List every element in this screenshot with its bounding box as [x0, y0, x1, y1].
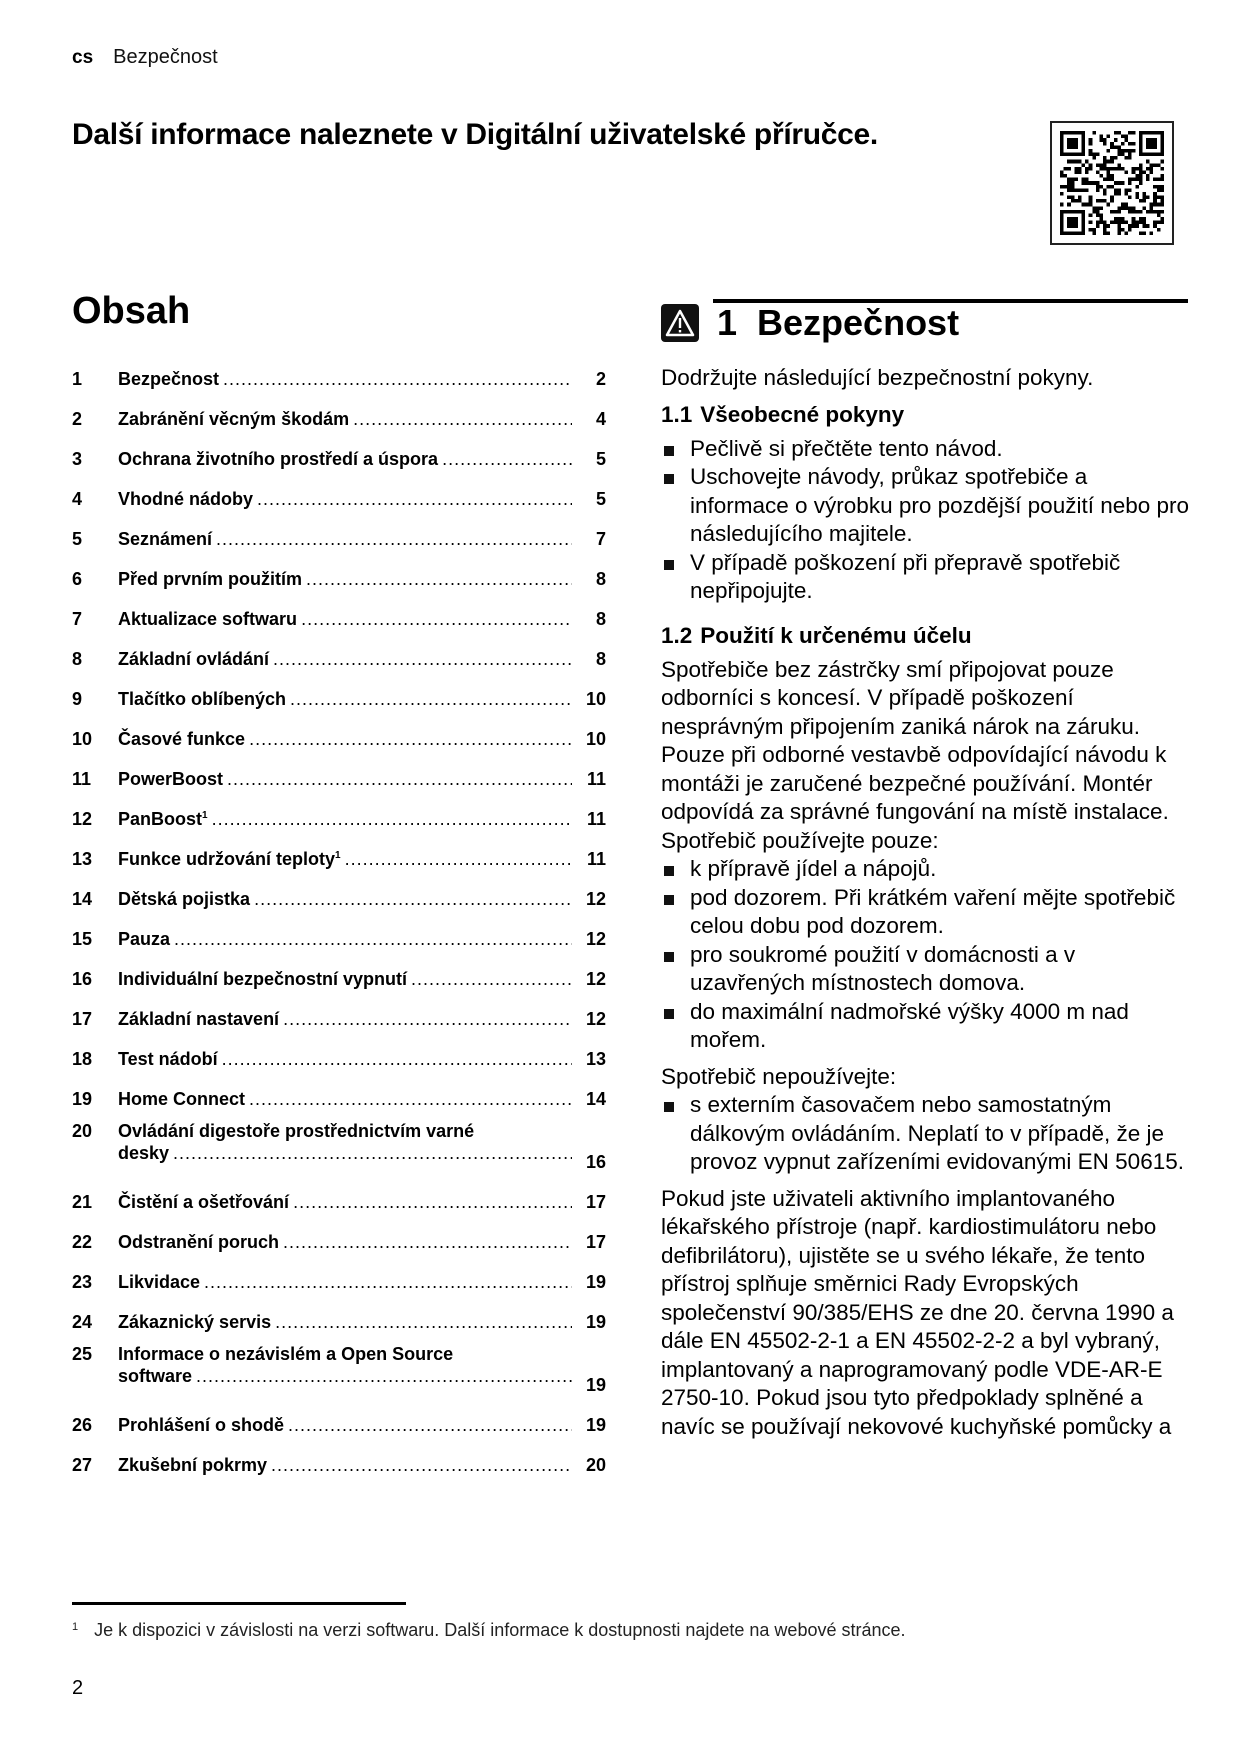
toc-entry[interactable] — [72, 470, 606, 510]
subsection-heading — [661, 622, 1191, 650]
toc-label: Před prvním použitím — [118, 569, 303, 589]
toc-entry[interactable] — [72, 630, 606, 670]
toc-leader — [273, 648, 572, 670]
toc-number: 4 — [72, 489, 83, 509]
toc-number: 12 — [72, 809, 93, 829]
toc-number: 19 — [72, 1089, 93, 1109]
toc-leader — [173, 1142, 572, 1164]
running-header — [72, 46, 218, 69]
toc-page: 5 — [595, 489, 606, 509]
toc-leader — [204, 1271, 572, 1293]
toc-label: Časové funkce — [118, 729, 246, 749]
list-item: V případě poškození při přepravě spotřebič nepřipojujte. — [661, 549, 1191, 606]
toc-number: 23 — [72, 1272, 93, 1292]
toc-number: 15 — [72, 929, 93, 949]
footnote-ref: 1 — [202, 810, 208, 821]
toc-entry[interactable] — [72, 430, 606, 470]
toc-number: 13 — [72, 849, 93, 869]
toc-number: 14 — [72, 889, 93, 909]
toc-number: 24 — [72, 1312, 93, 1332]
toc-label-cont: desky — [118, 1143, 170, 1163]
warning-icon — [661, 304, 699, 342]
toc-page: 20 — [585, 1455, 606, 1475]
toc-page: 19 — [585, 1415, 606, 1435]
toc-leader — [306, 568, 572, 590]
toc-leader — [283, 1008, 572, 1030]
toc-leader — [174, 928, 572, 950]
toc-page: 19 — [585, 1375, 606, 1395]
toc-leader — [345, 848, 572, 870]
toc-number: 16 — [72, 969, 93, 989]
toc-page: 11 — [586, 769, 606, 789]
toc-page: 11 — [586, 809, 606, 829]
digital-manual-banner: Další informace naleznete v Digitální uživatelské příručce. — [72, 118, 878, 151]
table-of-contents — [72, 350, 606, 1476]
toc-label: Bezpečnost — [118, 369, 220, 389]
toc-leader — [196, 1365, 572, 1387]
toc-number: 22 — [72, 1232, 93, 1252]
toc-label: Informace o nezávislém a Open Source — [118, 1344, 454, 1364]
toc-entry[interactable] — [72, 510, 606, 550]
paragraph: Spotřebiče bez zástrčky smí připojovat pouze odborníci s koncesí. V případě poškození nesprávným připojením zaniká nárok na záruku. Pouze při odborné vestavbě odpovídající návodu k montáži je zaručené bezpečné používání. Montér odpovídá za správné fungování na místě instalace. — [661, 656, 1169, 824]
toc-entry[interactable] — [72, 870, 606, 910]
toc-page: 8 — [595, 649, 606, 669]
toc-label: Ovládání digestoře prostřednictvím varné — [118, 1121, 475, 1141]
subsection-heading — [661, 401, 1191, 429]
section-intro: Dodržujte následující bezpečnostní pokyny. — [661, 365, 1094, 390]
toc-leader — [249, 1088, 572, 1110]
toc-label-cont: software — [118, 1366, 193, 1386]
toc-number: 3 — [72, 449, 83, 469]
toc-number: 21 — [72, 1192, 93, 1212]
toc-label: Odstranění poruch — [118, 1232, 280, 1252]
toc-entry[interactable] — [72, 1110, 606, 1173]
toc-label: Aktualizace softwaru — [118, 609, 298, 629]
toc-page: 19 — [585, 1312, 606, 1332]
footnote-mark: 1 — [72, 1621, 79, 1633]
toc-label: Pauza — [118, 929, 171, 949]
toc-entry[interactable] — [72, 590, 606, 630]
safety-section-body — [661, 364, 1191, 1441]
qr-code-graphic — [1060, 131, 1164, 235]
toc-number: 9 — [72, 689, 83, 709]
toc-page: 12 — [585, 929, 606, 949]
language-code: cs — [72, 47, 94, 68]
toc-label: Home Connect — [118, 1089, 246, 1109]
footnote-text: Je k dispozici v závislosti na verzi softwaru. Další informace k dostupnosti najdete na webové stránce. — [94, 1620, 906, 1640]
toc-entry[interactable] — [72, 1070, 606, 1110]
toc-page: 2 — [595, 369, 606, 389]
header-section-name: Bezpečnost — [113, 46, 218, 68]
toc-title: Obsah — [72, 290, 191, 332]
toc-entry[interactable] — [72, 670, 606, 710]
list-intro: Spotřebič používejte pouze: — [661, 827, 939, 853]
toc-number: 17 — [72, 1009, 93, 1029]
footnote-rule — [72, 1602, 406, 1605]
toc-number: 18 — [72, 1049, 93, 1069]
toc-label: Prohlášení o shodě — [118, 1415, 285, 1435]
toc-page: 16 — [585, 1152, 606, 1172]
toc-leader — [216, 528, 572, 550]
toc-page: 17 — [585, 1192, 606, 1212]
toc-page: 13 — [585, 1049, 606, 1069]
toc-page: 4 — [595, 409, 606, 429]
toc-entry[interactable] — [72, 710, 606, 750]
toc-entry[interactable] — [72, 750, 606, 790]
toc-label: Tlačítko oblíbených — [118, 689, 287, 709]
toc-page: 12 — [585, 889, 606, 909]
use-only-list — [661, 855, 1191, 1055]
toc-number: 7 — [72, 609, 83, 629]
toc-entry[interactable] — [72, 1293, 606, 1333]
toc-label: Test nádobí — [118, 1049, 218, 1069]
toc-entry[interactable] — [72, 1173, 606, 1213]
toc-leader — [249, 728, 572, 750]
toc-label: Dětská pojistka — [118, 889, 251, 909]
toc-label: Individuální bezpečnostní vypnutí — [118, 969, 408, 989]
list-item: do maximální nadmořské výšky 4000 m nad mořem. — [661, 998, 1191, 1055]
toc-page: 12 — [585, 1009, 606, 1029]
toc-entry[interactable] — [72, 1333, 606, 1396]
toc-entry[interactable] — [72, 1030, 606, 1070]
list-item: Pečlivě si přečtěte tento návod. — [661, 435, 1191, 464]
toc-page: 7 — [595, 529, 606, 549]
section-heading — [661, 302, 959, 344]
toc-page: 12 — [585, 969, 606, 989]
toc-number: 27 — [72, 1455, 93, 1475]
toc-page: 10 — [585, 729, 606, 749]
toc-label: Zkušební pokrmy — [118, 1455, 268, 1475]
toc-leader — [442, 448, 572, 470]
toc-leader — [288, 1414, 572, 1436]
section-title: 1 Bezpečnost — [717, 302, 960, 343]
toc-number: 2 — [72, 409, 83, 429]
toc-number: 11 — [72, 769, 92, 789]
toc-page: 17 — [585, 1232, 606, 1252]
list-item: k přípravě jídel a nápojů. — [661, 855, 1191, 884]
toc-page: 11 — [586, 849, 606, 869]
toc-number: 10 — [72, 729, 93, 749]
toc-entry[interactable] — [72, 390, 606, 430]
toc-number: 1 — [72, 369, 83, 389]
list-intro: Spotřebič nepoužívejte: — [661, 1063, 897, 1089]
toc-leader — [227, 768, 572, 790]
toc-label: Seznámení — [118, 529, 213, 549]
subsection-number: 1.2 — [661, 622, 693, 648]
toc-label: Čistění a ošetřování — [118, 1192, 290, 1212]
subsection-title: Použití k určenému účelu — [700, 622, 972, 648]
toc-number: 8 — [72, 649, 83, 669]
list-item: Uschovejte návody, průkaz spotřebiče a informace o výrobku pro pozdější použití nebo pro následujícího majitele. — [661, 463, 1191, 549]
toc-leader — [212, 808, 572, 830]
toc-leader — [353, 408, 572, 430]
toc-label: Zabránění věcným škodám — [118, 409, 350, 429]
toc-leader — [223, 368, 572, 390]
toc-leader — [271, 1454, 572, 1476]
toc-page: 19 — [585, 1272, 606, 1292]
toc-entry[interactable] — [72, 830, 606, 870]
toc-leader — [411, 968, 572, 990]
toc-entry[interactable] — [72, 1436, 606, 1476]
toc-leader — [293, 1191, 572, 1213]
paragraph: Pokud jste uživateli aktivního implantovaného lékařského přístroje (např. kardiostimulátoru nebo defibrilátoru), ujistěte se u svého lékaře, že tento přístroj splňuje směrnici Rady Evropských společenství 90/385/EHS ze dne 20. června 1990 a dále EN 45502-2-1 a EN 45502-2-2 a byl vybraný, implantovaný a naprogramovaný podle VDE-AR-E 2750-10. Pokud jsou tyto předpoklady splněné a navíc se používají nekovové kuchyňské pomůcky a — [661, 1185, 1174, 1439]
toc-label: Likvidace — [118, 1272, 201, 1292]
toc-entry[interactable] — [72, 790, 606, 830]
toc-number: 20 — [72, 1121, 93, 1141]
toc-page: 14 — [585, 1089, 606, 1109]
toc-label: Základní nastavení — [118, 1009, 280, 1029]
toc-leader — [254, 888, 572, 910]
toc-entry[interactable] — [72, 350, 606, 390]
do-not-use-list — [661, 1091, 1191, 1177]
toc-entry[interactable] — [72, 1253, 606, 1293]
toc-label: Základní ovládání — [118, 649, 270, 669]
toc-entry[interactable] — [72, 950, 606, 990]
toc-number: 6 — [72, 569, 83, 589]
toc-leader — [222, 1048, 572, 1070]
subsection-title: Všeobecné pokyny — [700, 401, 905, 427]
toc-label: PowerBoost — [118, 769, 224, 789]
list-item: pro soukromé použití v domácnosti a v uzavřených místnostech domova. — [661, 941, 1191, 998]
toc-label: Funkce udržování teploty$^1$ — [118, 849, 341, 869]
toc-entry[interactable] — [72, 990, 606, 1030]
toc-leader — [301, 608, 572, 630]
toc-page: 5 — [595, 449, 606, 469]
footnote — [72, 1620, 906, 1641]
toc-number: 5 — [72, 529, 83, 549]
toc-label: Ochrana životního prostředí a úspora — [118, 449, 439, 469]
toc-label: Zákaznický servis — [118, 1312, 272, 1332]
toc-page: 8 — [595, 569, 606, 589]
toc-entry[interactable] — [72, 550, 606, 590]
toc-entry[interactable] — [72, 910, 606, 950]
toc-label: PanBoost$^1$ — [118, 809, 208, 829]
toc-entry[interactable] — [72, 1213, 606, 1253]
toc-number: 26 — [72, 1415, 93, 1435]
subsection-number: 1.1 — [661, 401, 693, 427]
general-instructions-list — [661, 435, 1191, 606]
toc-leader — [275, 1311, 572, 1333]
toc-page: 10 — [585, 689, 606, 709]
page-number: 2 — [72, 1677, 84, 1699]
toc-leader — [283, 1231, 572, 1253]
toc-label: Vhodné nádoby — [118, 489, 253, 509]
list-item: s externím časovačem nebo samostatným dálkovým ovládáním. Neplatí to v případě, že je provoz vypnut zařízeními evidovanými EN 50615. — [661, 1091, 1191, 1177]
toc-entry[interactable] — [72, 1396, 606, 1436]
toc-page: 8 — [595, 609, 606, 629]
toc-leader — [257, 488, 572, 510]
footnote-ref: 1 — [335, 850, 341, 861]
toc-leader — [290, 688, 572, 710]
qr-code-icon[interactable] — [1050, 121, 1174, 245]
toc-number: 25 — [72, 1344, 93, 1364]
list-item: pod dozorem. Při krátkém vaření mějte spotřebič celou dobu pod dozorem. — [661, 884, 1191, 941]
